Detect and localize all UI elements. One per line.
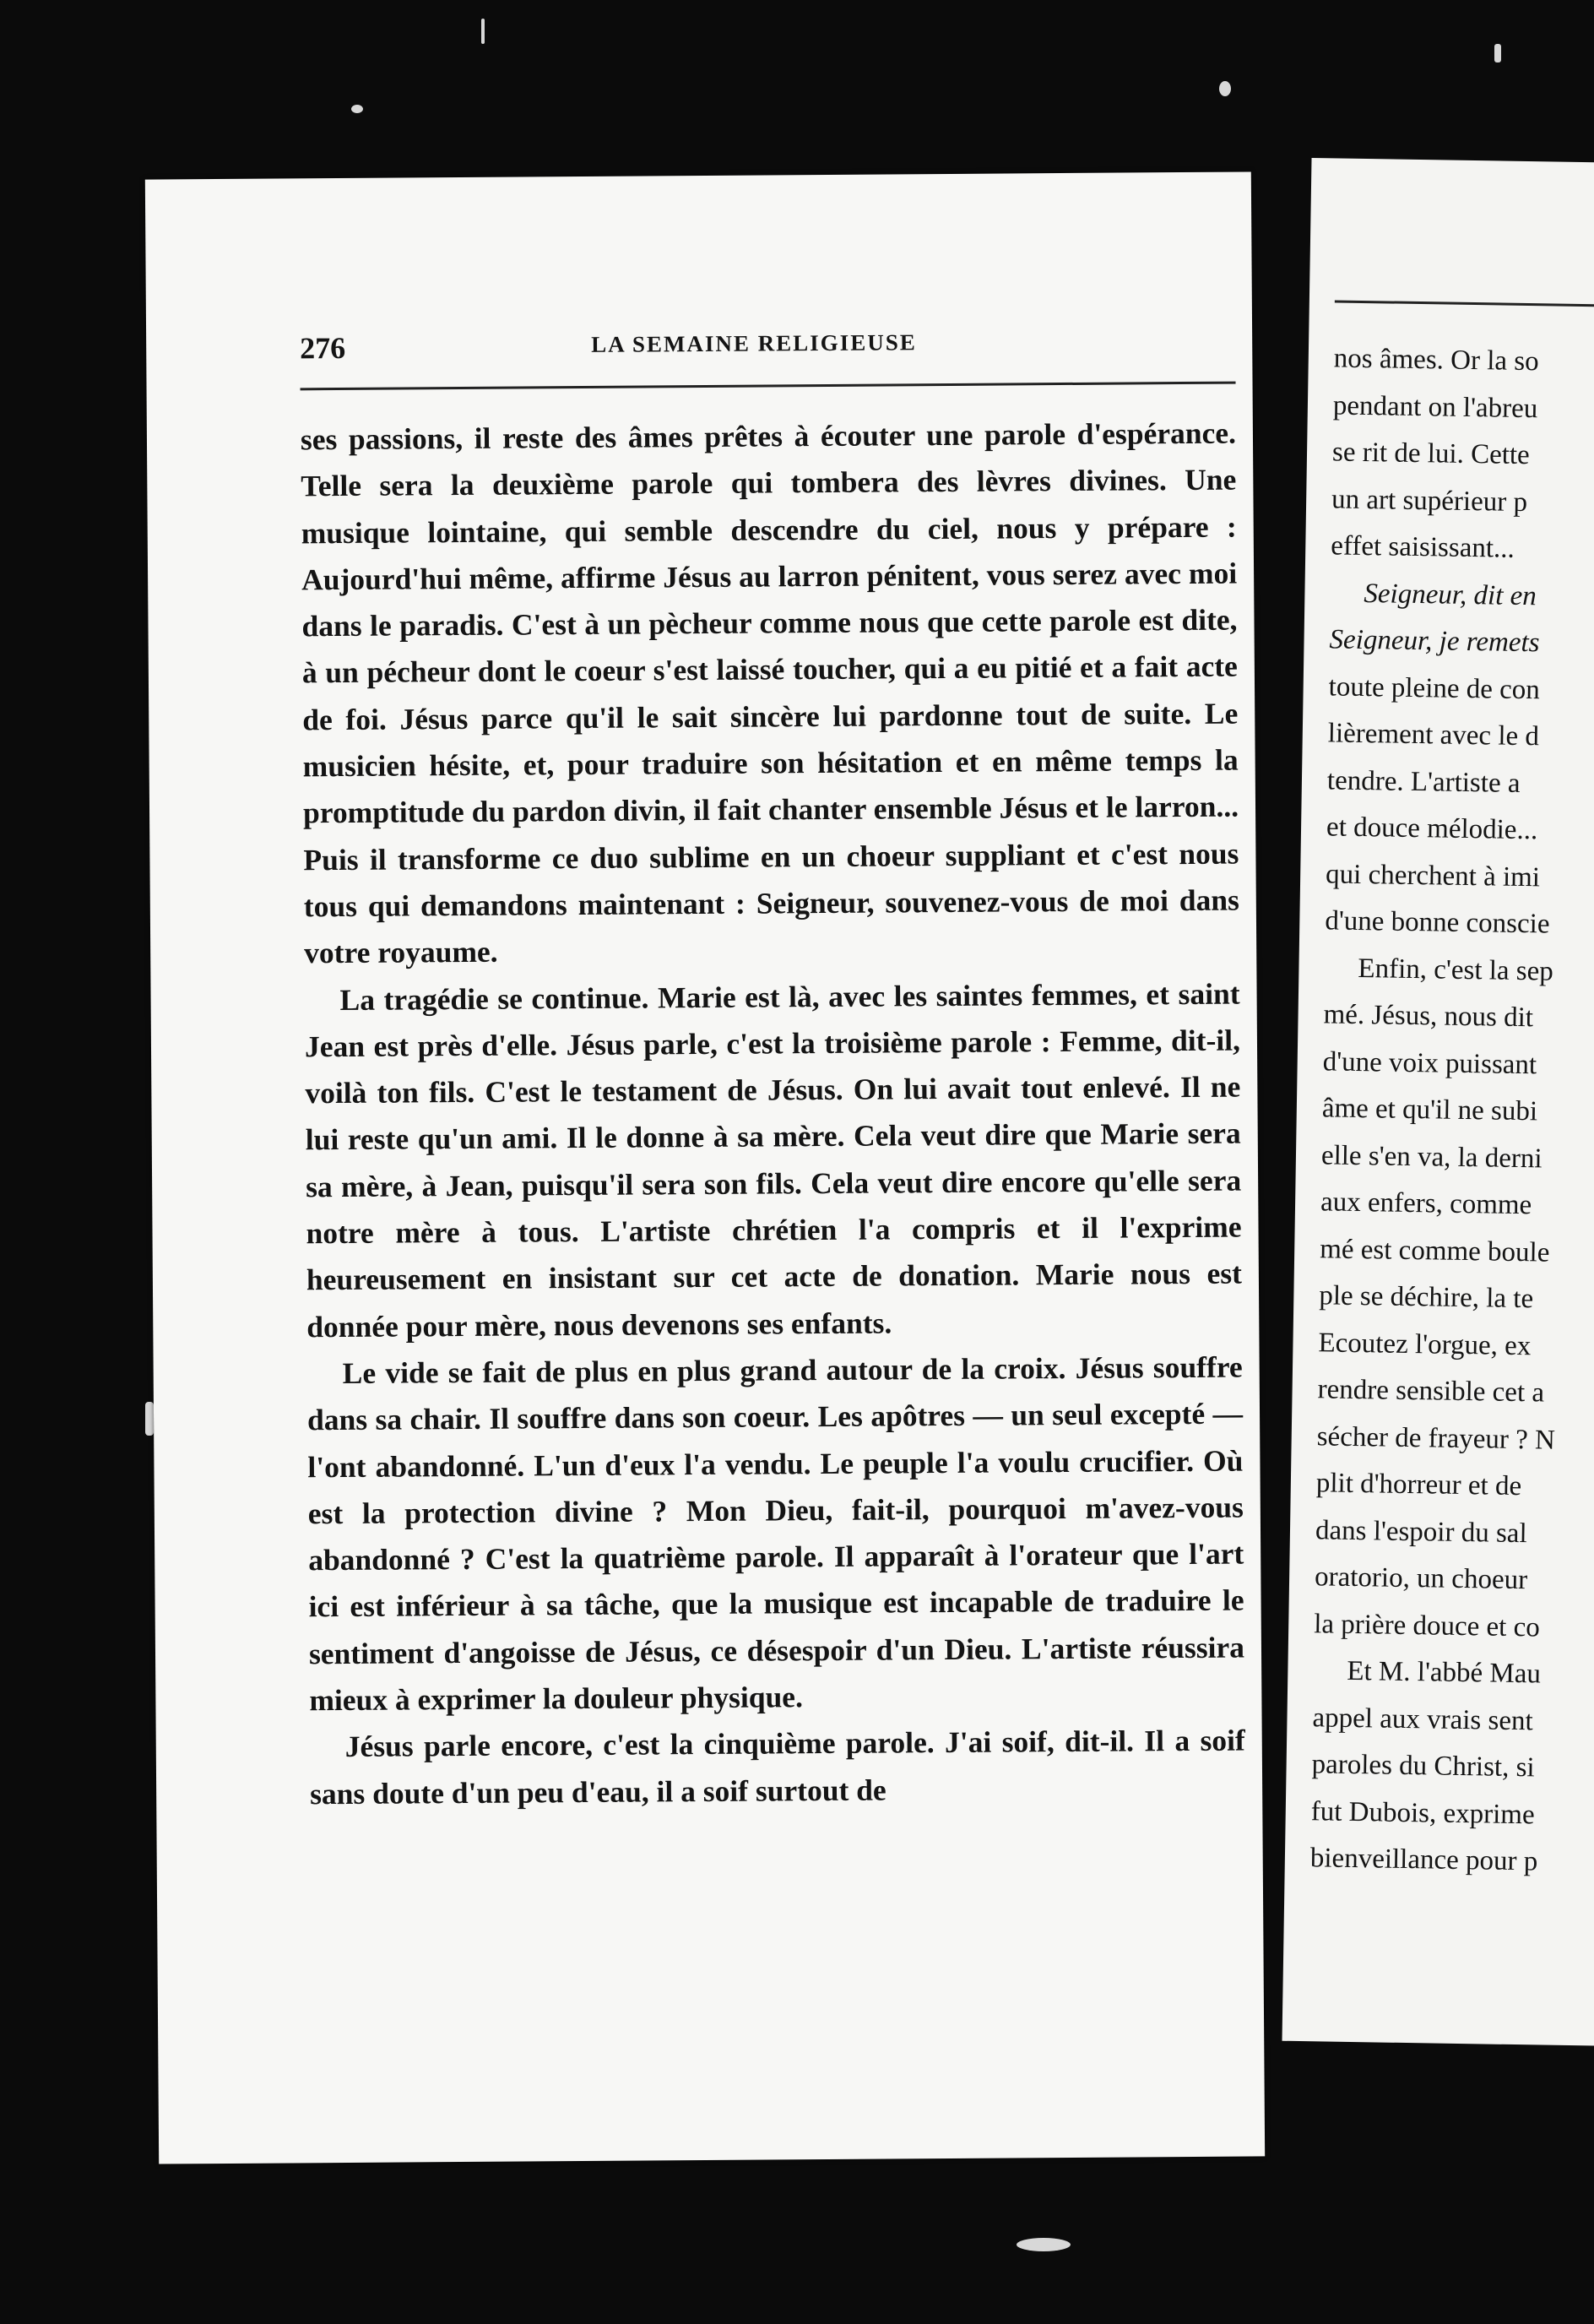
text-line: et douce mélodie...: [1326, 812, 1538, 846]
scan-speck: [1494, 44, 1501, 62]
text-line: plit d'horreur et de: [1315, 1468, 1522, 1502]
scan-speck: [481, 19, 485, 44]
paragraph: ses passions, il reste des âmes prêtes à écouter une parole d'espérance. Telle sera la deuxième parole qui tombera des lèvres divines. Une musique lointaine, qui semble descendre du ciel, nous y prépare : Aujourd'hui même, affirme Jésus au larron pénitent, vous serez avec moi dans le paradis. C'est à un pècheur comme nous que cette parole est dite, à un pécheur dont le coeur s'est laissé toucher, qui a eu pitié et a fait acte de foi. Jésus parce qu'il le sait sincère lui pardonne tout de suite. Le musicien hésite, et, pour traduire son hésitation et en même temps la promptitude du pardon divin, il fait chanter ensemble Jésus et le larron... Puis il transforme ce duo sublime en un choeur suppliant et c'est nous tous qui demandons maintenant : Seigneur, souvenez-vous de moi dans votre royaume.: [300, 415, 1239, 970]
text-line: oratorio, un choeur: [1314, 1561, 1528, 1596]
journal-title: LA SEMAINE RELIGIEUSE: [591, 329, 917, 357]
text-line: effet saisissant...: [1331, 530, 1515, 564]
scan-speck: [351, 105, 363, 113]
text-line: toute pleine de con: [1328, 671, 1541, 705]
paragraph: Le vide se fait de plus en plus grand autour de la croix. Jésus souffre dans sa chair. Il souffre dans son coeur. Les apôtres — un seul excepté — l'ont abandonné. L'un d'eux l'a vendu. Le peuple l'a voulu crucifier. Où est la protection divine ? Mon Dieu, fait-il, pourquoi m'avez-vous abandonné ? C'est la quatrième parole. Il apparaît à l'orateur que l'art ici est inférieur à sa tâche, que la musique est incapable de traduire le sentiment d'angoisse de Jésus, ce désespoir d'un Dieu. L'artiste réussira mieux à exprimer la douleur physique.: [306, 1349, 1245, 1718]
right-header-rule: [1335, 300, 1594, 307]
text-line: lièrement avec le d: [1327, 718, 1540, 752]
text-line: aux enfers, comme: [1320, 1186, 1532, 1221]
text-line: d'une voix puissant: [1322, 1045, 1537, 1080]
text-line: rendre sensible cet a: [1317, 1374, 1545, 1409]
text-line: ple se déchire, la te: [1319, 1280, 1534, 1315]
text-line: nos âmes. Or la so: [1333, 343, 1539, 377]
text-line: Seigneur, dit en: [1364, 578, 1537, 611]
body-text: [301, 410, 1246, 1818]
text-line: sécher de frayeur ? N: [1316, 1420, 1556, 1456]
text-line: fut Dubois, exprime: [1310, 1795, 1535, 1830]
header-rule: [301, 382, 1236, 391]
text-line: se rit de lui. Cette: [1331, 437, 1531, 471]
text-line: mé. Jésus, nous dit: [1323, 999, 1534, 1034]
scan-speck: [145, 1402, 154, 1436]
text-line: Et M. l'abbé Mau: [1347, 1655, 1542, 1690]
text-line: dans l'espoir du sal: [1315, 1514, 1527, 1549]
text-line: mé est comme boule: [1319, 1233, 1550, 1268]
text-line: tendre. L'artiste a: [1326, 764, 1521, 799]
text-line: appel aux vrais sent: [1312, 1702, 1533, 1736]
scan-speck: [1219, 81, 1231, 96]
scan-speck: [1017, 2238, 1071, 2251]
text-line: Enfin, c'est la sep: [1358, 953, 1554, 987]
right-body-text: [1309, 335, 1594, 1887]
text-line: Seigneur, je remets: [1329, 624, 1540, 659]
page-number: 276: [300, 330, 346, 366]
text-line: âme et qu'il ne subi: [1321, 1093, 1538, 1127]
text-line: pendant on l'abreu: [1332, 389, 1538, 424]
text-line: d'une bonne conscie: [1325, 905, 1550, 940]
text-line: paroles du Christ, si: [1311, 1749, 1535, 1784]
text-line: la prière douce et co: [1313, 1608, 1541, 1643]
right-page: [1282, 158, 1594, 2046]
text-line: un art supérieur p: [1331, 483, 1528, 518]
left-page: [145, 171, 1265, 2164]
paragraph: Jésus parle encore, c'est la cinquième parole. J'ai soif, dit-il. Il a soif sans doute d'un peu d'eau, il a soif surtout de: [310, 1723, 1245, 1811]
text-line: elle s'en va, la derni: [1320, 1139, 1542, 1174]
paragraph: La tragédie se continue. Marie est là, avec les saintes femmes, et saint Jean est près d'elle. Jésus parle, c'est la troisième parole : Femme, dit-il, voilà ton fils. C'est le testament de Jésus. On lui avait tout enlevé. Il ne lui reste qu'un ami. Il le donne à sa mère. Cela veut dire que Marie sera sa mère, à Jean, puisqu'il sera son fils. Cela veut dire encore qu'elle sera notre mère à tous. L'artiste chrétien l'a compris et il l'exprime heureusement en insistant sur cet acte de donation. Marie nous est donnée pour mère, nous devenons ses enfants.: [304, 976, 1243, 1344]
text-line: Ecoutez l'orgue, ex: [1318, 1327, 1532, 1361]
running-head: [300, 318, 1144, 374]
text-line: bienveillance pour p: [1309, 1843, 1538, 1877]
text-line: qui cherchent à imi: [1325, 858, 1541, 893]
